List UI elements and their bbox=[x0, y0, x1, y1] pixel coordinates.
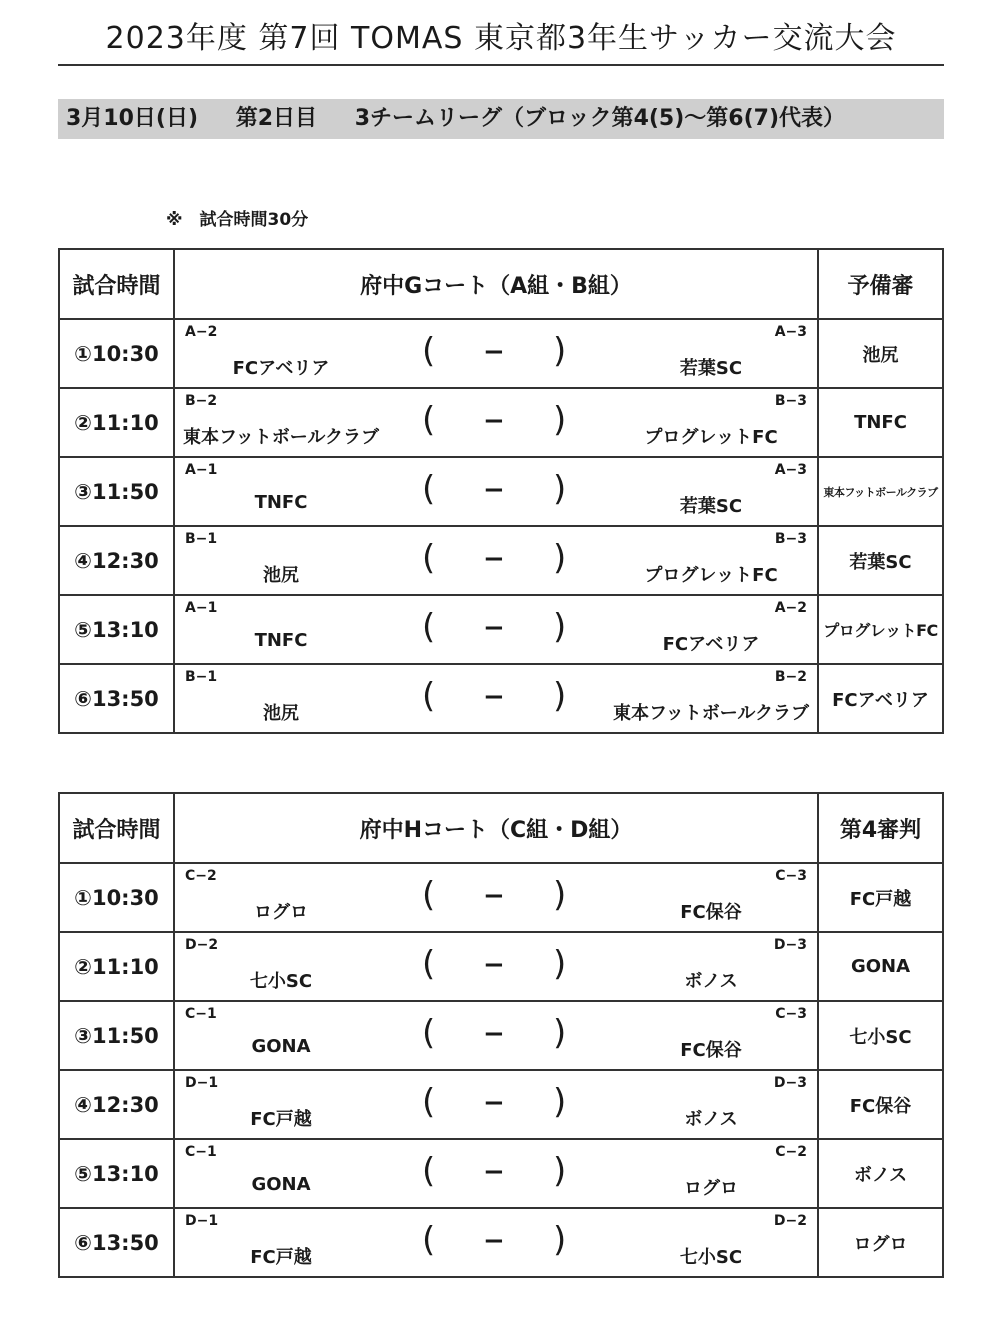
home-team-code: D−1 bbox=[185, 1075, 219, 1091]
header-referee: 予備審 bbox=[818, 249, 943, 319]
score-open-paren: ( bbox=[422, 1220, 436, 1260]
table-body bbox=[59, 319, 943, 733]
score-open-paren: ( bbox=[422, 607, 436, 647]
referee-team: TNFC bbox=[818, 388, 943, 457]
referee-team: 池尻 bbox=[818, 319, 943, 388]
table-row bbox=[59, 457, 943, 526]
away-team-name: 若葉SC bbox=[679, 358, 743, 379]
home-team-code: C−1 bbox=[185, 1144, 217, 1160]
match-time: ①10:30 bbox=[59, 319, 174, 388]
home-team-name: FC戸越 bbox=[250, 1247, 312, 1268]
home-team-code: B−1 bbox=[185, 531, 218, 547]
match-cell bbox=[174, 457, 818, 526]
score-close-paren: ) bbox=[553, 331, 567, 371]
home-team-name: FC戸越 bbox=[250, 1109, 312, 1130]
referee-team: プログレットFC bbox=[818, 595, 943, 664]
match-duration-note: ※ 試合時間30分 bbox=[166, 210, 309, 230]
score-close-paren: ) bbox=[553, 1220, 567, 1260]
page-title: 2023年度 第7回 TOMAS 東京都3年生サッカー交流大会 bbox=[58, 14, 944, 66]
match-time: ④12:30 bbox=[59, 1070, 174, 1139]
match-cell bbox=[174, 863, 818, 932]
home-team-name: TNFC bbox=[254, 630, 308, 651]
score-close-paren: ) bbox=[553, 1082, 567, 1122]
away-team-code: D−3 bbox=[773, 1075, 807, 1091]
table-row bbox=[59, 319, 943, 388]
table-row bbox=[59, 1208, 943, 1277]
away-team-code: B−3 bbox=[774, 531, 807, 547]
match-time: ③11:50 bbox=[59, 457, 174, 526]
away-team-name: FC保谷 bbox=[680, 902, 742, 923]
table-body bbox=[59, 863, 943, 1277]
match-time: ①10:30 bbox=[59, 863, 174, 932]
table-row bbox=[59, 1139, 943, 1208]
home-team-name: 七小SC bbox=[249, 971, 313, 992]
table-row bbox=[59, 664, 943, 733]
home-team-code: B−1 bbox=[185, 669, 218, 685]
score-open-paren: ( bbox=[422, 944, 436, 984]
score-close-paren: ) bbox=[553, 1151, 567, 1191]
home-team-name: GONA bbox=[251, 1036, 311, 1057]
away-team-code: B−2 bbox=[774, 669, 807, 685]
score-dash: − bbox=[483, 475, 505, 505]
away-team-code: B−3 bbox=[774, 393, 807, 409]
score-close-paren: ) bbox=[553, 1013, 567, 1053]
home-team-code: A−1 bbox=[185, 600, 218, 616]
away-team-code: D−3 bbox=[773, 937, 807, 953]
score-close-paren: ) bbox=[553, 400, 567, 440]
away-team-name: プログレットFC bbox=[644, 427, 778, 448]
match-cell bbox=[174, 526, 818, 595]
table-row bbox=[59, 863, 943, 932]
match-cell bbox=[174, 1001, 818, 1070]
header-referee: 第4審判 bbox=[818, 793, 943, 863]
away-team-name: 七小SC bbox=[679, 1247, 743, 1268]
match-time: ②11:10 bbox=[59, 932, 174, 1001]
score-dash: − bbox=[483, 613, 505, 643]
match-time: ⑥13:50 bbox=[59, 1208, 174, 1277]
score-open-paren: ( bbox=[422, 400, 436, 440]
score-dash: − bbox=[483, 337, 505, 367]
referee-team: FC戸越 bbox=[818, 863, 943, 932]
match-cell bbox=[174, 1208, 818, 1277]
score-close-paren: ) bbox=[553, 875, 567, 915]
away-team-name: 東本フットボールクラブ bbox=[612, 703, 810, 724]
match-cell bbox=[174, 1070, 818, 1139]
header-court: 府中Hコート（C組・D組） bbox=[174, 793, 818, 863]
schedule-table-court-h bbox=[58, 792, 944, 1278]
away-team-code: C−3 bbox=[775, 868, 807, 884]
match-time: ③11:50 bbox=[59, 1001, 174, 1070]
away-team-code: A−2 bbox=[774, 600, 807, 616]
referee-team: 七小SC bbox=[818, 1001, 943, 1070]
away-team-name: ボノス bbox=[684, 971, 738, 992]
score-close-paren: ) bbox=[553, 944, 567, 984]
home-team-code: C−2 bbox=[185, 868, 217, 884]
home-team-name: 東本フットボールクラブ bbox=[182, 427, 380, 448]
home-team-name: GONA bbox=[251, 1174, 311, 1195]
home-team-name: TNFC bbox=[254, 492, 308, 513]
match-cell bbox=[174, 388, 818, 457]
table-row bbox=[59, 1070, 943, 1139]
schedule-table-court-g bbox=[58, 248, 944, 734]
referee-team: FCアベリア bbox=[818, 664, 943, 733]
referee-team: ログロ bbox=[818, 1208, 943, 1277]
match-time: ⑤13:10 bbox=[59, 1139, 174, 1208]
score-close-paren: ) bbox=[553, 538, 567, 578]
away-team-code: C−3 bbox=[775, 1006, 807, 1022]
home-team-name: 池尻 bbox=[263, 565, 299, 586]
home-team-code: A−2 bbox=[185, 324, 218, 340]
match-cell bbox=[174, 595, 818, 664]
match-day: 第2日目 bbox=[235, 106, 318, 131]
referee-team: ボノス bbox=[818, 1139, 943, 1208]
score-dash: − bbox=[483, 1157, 505, 1187]
away-team-name: プログレットFC bbox=[644, 565, 778, 586]
match-time: ②11:10 bbox=[59, 388, 174, 457]
home-team-code: C−1 bbox=[185, 1006, 217, 1022]
away-team-code: A−3 bbox=[774, 462, 807, 478]
header-time: 試合時間 bbox=[59, 793, 174, 863]
match-cell bbox=[174, 1139, 818, 1208]
match-time: ⑤13:10 bbox=[59, 595, 174, 664]
table-header-row bbox=[59, 793, 943, 863]
score-dash: − bbox=[483, 1019, 505, 1049]
table-header-row bbox=[59, 249, 943, 319]
home-team-name: ログロ bbox=[254, 902, 308, 923]
score-close-paren: ) bbox=[553, 469, 567, 509]
table-row bbox=[59, 932, 943, 1001]
league-format: 3チームリーグ（ブロック第4(5)～第6(7)代表） bbox=[354, 106, 846, 131]
referee-team: FC保谷 bbox=[818, 1070, 943, 1139]
score-open-paren: ( bbox=[422, 469, 436, 509]
home-team-code: A−1 bbox=[185, 462, 218, 478]
table-row bbox=[59, 595, 943, 664]
referee-team: 東本フットボールクラブ bbox=[818, 457, 943, 526]
home-team-code: B−2 bbox=[185, 393, 218, 409]
score-dash: − bbox=[483, 544, 505, 574]
home-team-name: FCアベリア bbox=[232, 358, 330, 379]
match-cell bbox=[174, 319, 818, 388]
schedule-subtitle-bar bbox=[58, 99, 944, 139]
score-dash: − bbox=[483, 682, 505, 712]
header-court: 府中Gコート（A組・B組） bbox=[174, 249, 818, 319]
score-dash: − bbox=[483, 406, 505, 436]
table-row bbox=[59, 526, 943, 595]
score-close-paren: ) bbox=[553, 676, 567, 716]
away-team-code: A−3 bbox=[774, 324, 807, 340]
header-time: 試合時間 bbox=[59, 249, 174, 319]
home-team-code: D−2 bbox=[185, 937, 219, 953]
match-cell bbox=[174, 932, 818, 1001]
score-open-paren: ( bbox=[422, 1151, 436, 1191]
score-open-paren: ( bbox=[422, 1013, 436, 1053]
away-team-code: C−2 bbox=[775, 1144, 807, 1160]
score-close-paren: ) bbox=[553, 607, 567, 647]
match-cell bbox=[174, 664, 818, 733]
score-dash: − bbox=[483, 881, 505, 911]
referee-team: GONA bbox=[818, 932, 943, 1001]
away-team-code: D−2 bbox=[773, 1213, 807, 1229]
match-date: 3月10日(日) bbox=[66, 106, 199, 131]
match-time: ⑥13:50 bbox=[59, 664, 174, 733]
table-row bbox=[59, 1001, 943, 1070]
table-row bbox=[59, 388, 943, 457]
away-team-name: FC保谷 bbox=[680, 1040, 742, 1061]
away-team-name: ログロ bbox=[684, 1178, 738, 1199]
away-team-name: FCアベリア bbox=[662, 634, 760, 655]
score-dash: − bbox=[483, 1088, 505, 1118]
score-open-paren: ( bbox=[422, 1082, 436, 1122]
score-open-paren: ( bbox=[422, 676, 436, 716]
home-team-code: D−1 bbox=[185, 1213, 219, 1229]
match-time: ④12:30 bbox=[59, 526, 174, 595]
score-dash: − bbox=[483, 1226, 505, 1256]
score-dash: − bbox=[483, 950, 505, 980]
home-team-name: 池尻 bbox=[263, 703, 299, 724]
referee-team: 若葉SC bbox=[818, 526, 943, 595]
score-open-paren: ( bbox=[422, 875, 436, 915]
score-open-paren: ( bbox=[422, 331, 436, 371]
away-team-name: 若葉SC bbox=[679, 496, 743, 517]
score-open-paren: ( bbox=[422, 538, 436, 578]
away-team-name: ボノス bbox=[684, 1109, 738, 1130]
